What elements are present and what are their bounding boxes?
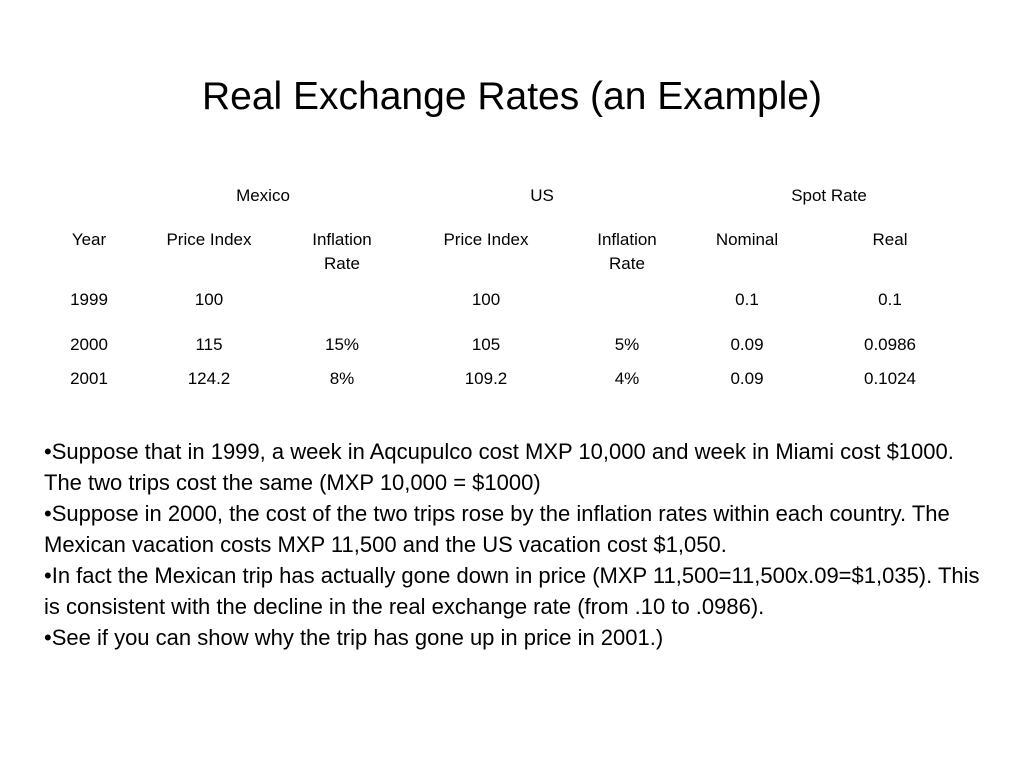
cell-nominal: 0.1 — [735, 290, 759, 309]
table-row — [47, 325, 971, 359]
column-header-us-inflation-rate — [577, 228, 677, 276]
column-header-real: Real — [872, 230, 908, 249]
note-item: •Suppose in 2000, the cost of the two trips rose by the inflation rates within each country. The Mexican vacation costs MXP 11,500 and the US vacation cost $1,050. — [44, 501, 950, 557]
column-header-label-line: Rate — [609, 254, 645, 273]
exchange-rate-table — [47, 178, 971, 393]
table-group-header-row — [47, 178, 971, 222]
cell-real: 0.0986 — [864, 335, 916, 354]
column-header-year: Year — [71, 230, 107, 249]
cell-mexico-inflation: 15% — [324, 335, 360, 354]
table-row — [47, 280, 971, 325]
note-item: •Suppose that in 1999, a week in Aqcupulco cost MXP 10,000 and week in Miami cost $1000. The two trips cost the same (MXP 10,000 = $1000) — [44, 439, 954, 495]
cell-year: 2000 — [70, 335, 108, 354]
column-header-us-price-index: Price Index — [443, 230, 529, 249]
cell-mexico-price-index: 115 — [195, 335, 223, 354]
slide-title: Real Exchange Rates (an Example) — [202, 75, 822, 118]
cell-year: 1999 — [70, 290, 108, 309]
cell-mexico-price-index: 124.2 — [187, 369, 231, 388]
cell-us-inflation: 5% — [614, 335, 640, 354]
cell-real: 0.1024 — [864, 369, 916, 388]
group-header-spot-rate: Spot Rate — [791, 186, 867, 205]
column-header-label-line: Inflation — [312, 230, 372, 249]
cell-us-price-index: 100 — [471, 290, 501, 309]
table-column-header-row — [47, 222, 971, 280]
note-item: •See if you can show why the trip has gone up in price in 2001.) — [44, 625, 664, 650]
cell-mexico-price-index: 100 — [194, 290, 224, 309]
cell-nominal: 0.09 — [730, 369, 764, 388]
note-item: •In fact the Mexican trip has actually gone down in price (MXP 11,500=11,500x.09=$1,035). This is consistent with the decline in the real exchange rate (from .10 to .0986). — [44, 563, 980, 619]
column-header-label-line: Inflation — [597, 230, 657, 249]
group-header-mexico: Mexico — [236, 186, 290, 205]
column-header-mexico-price-index: Price Index — [166, 230, 252, 249]
cell-us-inflation: 4% — [614, 369, 640, 388]
cell-real: 0.1 — [878, 290, 902, 309]
cell-year: 2001 — [70, 369, 108, 388]
cell-mexico-inflation: 8% — [329, 369, 355, 388]
notes-list — [44, 436, 984, 653]
cell-us-price-index: 109.2 — [464, 369, 508, 388]
cell-nominal: 0.09 — [730, 335, 764, 354]
group-header-us: US — [530, 186, 554, 205]
column-header-label-line: Rate — [324, 254, 360, 273]
table-row — [47, 359, 971, 393]
column-header-mexico-inflation-rate — [292, 228, 392, 276]
cell-us-price-index: 105 — [471, 335, 501, 354]
column-header-nominal: Nominal — [715, 230, 779, 249]
